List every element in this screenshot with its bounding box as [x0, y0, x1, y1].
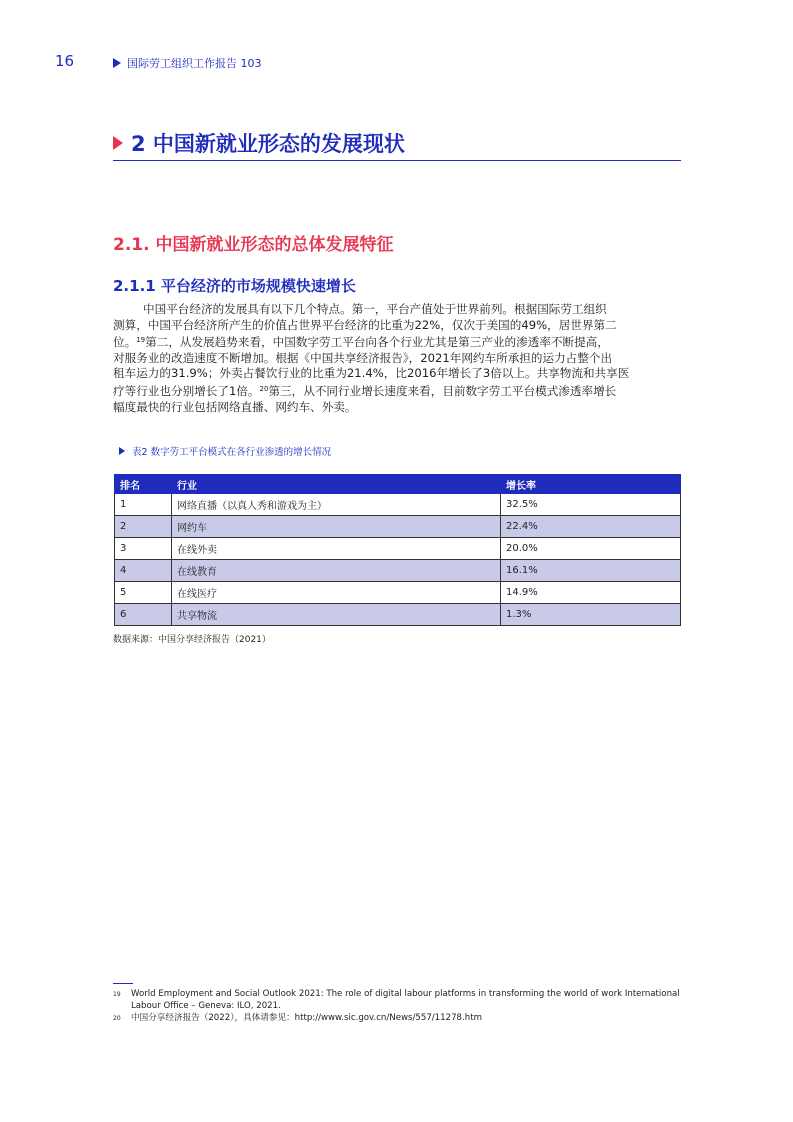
growth-table [114, 474, 681, 626]
table-row [115, 560, 681, 582]
body-line: 幅度最快的行业包括网络直播、网约车、外卖。 [113, 399, 357, 414]
chapter-heading [113, 128, 405, 158]
table-row [115, 494, 681, 516]
body-line: 中国平台经济的发展具有以下几个特点。第一，平台产值处于世界前列。根据国际劳工组织 [143, 302, 607, 316]
column-header-growth: 增长率 [501, 475, 681, 494]
chapter-divider [113, 160, 681, 161]
footnote-text: World Employment and Social Outlook 2021: The role of digital labour platforms in transforming the world of work International Labour Office – Geneva: ILO, 2021. [131, 989, 680, 1011]
footnote-mark: 20 [113, 1015, 121, 1022]
table-header-row [115, 475, 681, 494]
column-header-industry: 行业 [172, 475, 501, 494]
industry-cell: 网络直播（以真人秀和游戏为主） [172, 494, 501, 516]
growth-cell: 16.1% [501, 560, 681, 582]
table-caption [119, 444, 331, 458]
column-header-rank: 排名 [115, 475, 172, 494]
triangle-marker-icon [113, 58, 121, 68]
footnote-mark: 19 [113, 991, 121, 998]
body-line: 测算，中国平台经济所产生的价值占世界平台经济的比重为22%，仅次于美国的49%，居世界第二 [113, 317, 617, 332]
running-header [113, 55, 262, 71]
growth-cell: 22.4% [501, 516, 681, 538]
rank-cell: 3 [115, 538, 172, 560]
body-text: 位。 [113, 335, 137, 350]
footnote-text: 中国分享经济报告（2022），具体请参见：http://www.sic.gov.cn/News/557/11278.htm [131, 1013, 482, 1023]
running-title: 国际劳工组织工作报告 103 [127, 57, 262, 70]
triangle-marker-icon [119, 447, 125, 455]
subsection-title: 2.1.1 平台经济的市场规模快速增长 [113, 277, 356, 295]
rank-cell: 6 [115, 604, 172, 626]
body-text: 疗等行业也分别增长了1倍。 [113, 383, 260, 398]
rank-cell: 1 [115, 494, 172, 516]
rank-cell: 2 [115, 516, 172, 538]
industry-cell: 在线医疗 [172, 582, 501, 604]
footnote-19 [113, 989, 681, 1012]
table-source-note: 数据来源：中国分享经济报告（2021） [113, 635, 271, 645]
table-row [115, 538, 681, 560]
table-row [115, 604, 681, 626]
chapter-title: 2 中国新就业形态的发展现状 [131, 132, 405, 156]
body-line: 租车运力的31.9%；外卖占餐饮行业的比重为21.4%，比2016年增长了3倍以上。共享物流和共享医 [113, 366, 630, 381]
body-paragraph [113, 302, 681, 415]
body-line [113, 382, 681, 400]
rank-cell: 4 [115, 560, 172, 582]
table-row [115, 582, 681, 604]
section-title: 2.1. 中国新就业形态的总体发展特征 [113, 235, 394, 255]
footnote-ref-20[interactable]: 20 [259, 384, 269, 393]
growth-cell: 32.5% [501, 494, 681, 516]
body-line [113, 333, 681, 351]
footnote-ref-19[interactable]: 19 [136, 336, 146, 345]
growth-cell: 14.9% [501, 582, 681, 604]
industry-cell: 在线教育 [172, 560, 501, 582]
growth-cell: 20.0% [501, 538, 681, 560]
page-number: 16 [55, 52, 75, 70]
table-caption-text: 表2 数字劳工平台模式在各行业渗透的增长情况 [132, 447, 332, 458]
triangle-marker-icon [113, 136, 123, 150]
footnote-divider [113, 983, 133, 984]
body-text: 第二，从发展趋势来看，中国数字劳工平台向各个行业尤其是第三产业的渗透率不断提高， [145, 335, 609, 350]
table-row [115, 516, 681, 538]
body-line: 对服务业的改造速度不断增加。根据《中国共享经济报告》，2021年网约车所承担的运力占整个出 [113, 350, 613, 365]
industry-cell: 网约车 [172, 516, 501, 538]
footnote-20 [113, 1013, 681, 1025]
industry-cell: 共享物流 [172, 604, 501, 626]
rank-cell: 5 [115, 582, 172, 604]
growth-cell: 1.3% [501, 604, 681, 626]
body-text: 第三，从不同行业增长速度来看，目前数字劳工平台模式渗透率增长 [268, 383, 617, 398]
industry-cell: 在线外卖 [172, 538, 501, 560]
